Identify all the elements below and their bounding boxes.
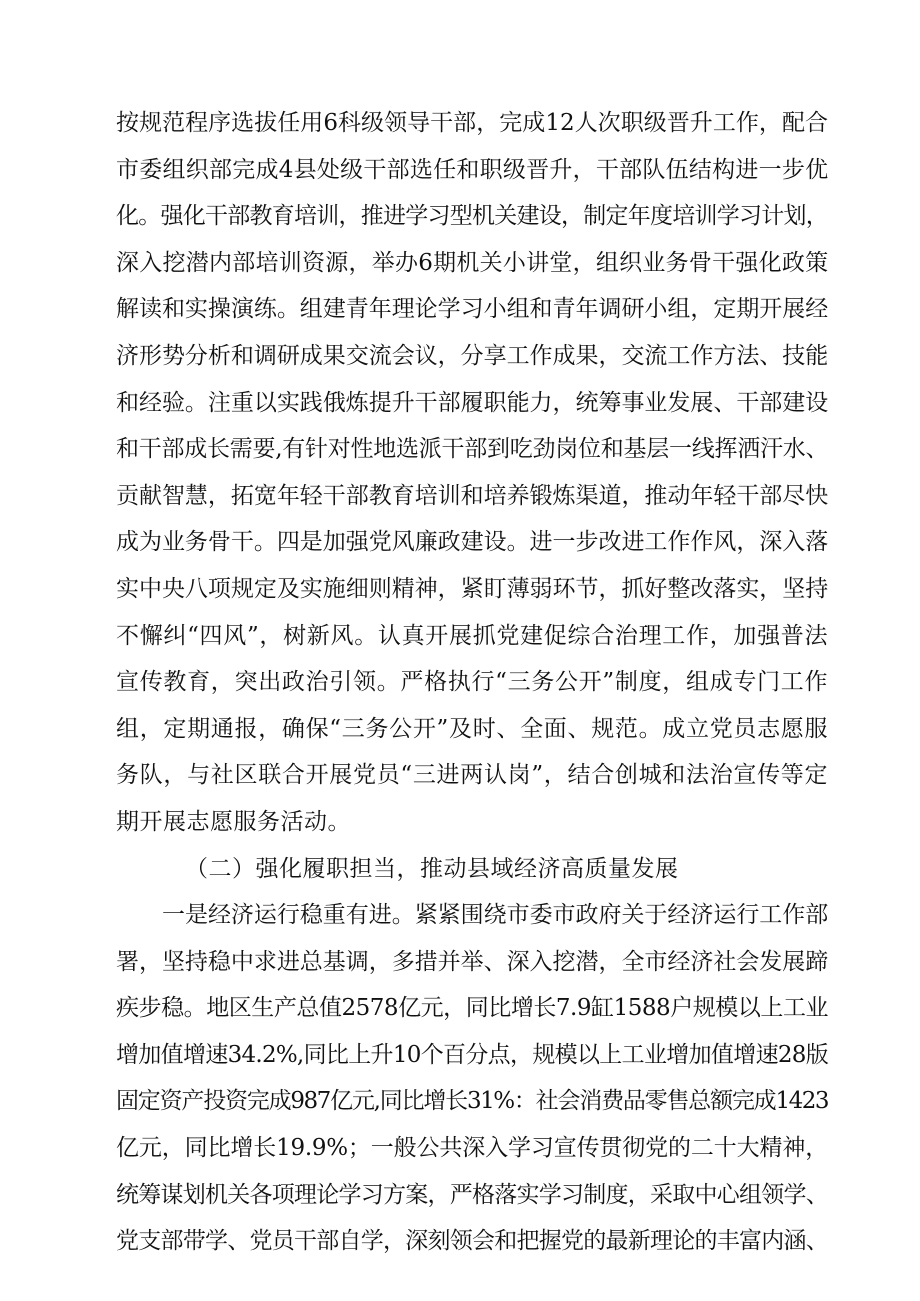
text-line: 成为业务骨干。四是加强党风廉政建设。进一步改进工作作风，深入落	[116, 529, 828, 556]
text-line: 市委组织部完成4县处级干部选任和职级晋升，干部队伍结构进一步优	[116, 156, 829, 183]
text-line: 组，定期通报，确保“三务公开”及时、全面、规范。成立党员志愿服	[116, 715, 828, 742]
text-line: 统筹谋划机关各项理论学习方案，严格落实学习制度，采取中心组领学、	[116, 1181, 828, 1208]
text-line: 疾步稳。地区生产总值2578亿元，同比增长7.9缸1588户规模以上工业	[116, 995, 828, 1022]
section-heading: （二）强化履职担当，推动县域经济高质量发展	[185, 855, 679, 882]
text-line: 一是经济运行稳重有进。紧紧围绕市委市政府关于经济运行工作部	[162, 902, 828, 929]
text-line: 解读和实操演练。组建青年理论学习小组和青年调研小组，定期开展经	[116, 296, 828, 323]
text-line: 和经验。注重以实践俄炼提升干部履职能力，统筹事业发展、干部建设	[116, 389, 828, 416]
text-line: 增加值增速34.2%,同比上升10个百分点，规模以上工业增加值增速28版	[116, 1041, 828, 1068]
text-line: 固定资产投资完成987亿元,同比增长31%：社会消费品零售总额完成1423	[116, 1088, 828, 1115]
text-line: 济形势分析和调研成果交流会议，分享工作成果，交流工作方法、技能	[116, 342, 828, 369]
text-line: 化。强化干部教育培训，推进学习型机关建设，制定年度培训学习计划，	[116, 203, 828, 230]
text-line: 宣传教育，突出政治引领。严格执行“三务公开”制度，组成专门工作	[116, 669, 828, 696]
text-line: 党支部带学、党员干部自学，深刻领会和把握党的最新理论的丰富内涵、	[116, 1228, 828, 1255]
text-line: 不懈纠“四风”，树新风。认真开展抓党建促综合治理工作，加强普法	[116, 622, 828, 649]
body-text	[116, 100, 828, 1265]
text-line: 深入挖潜内部培训资源，举办6期机关小讲堂，组织业务骨干强化政策	[116, 249, 829, 276]
text-line: 贡献智慧，拓宽年轻干部教育培训和培养锻炼渠道，推动年轻干部尽快	[116, 482, 828, 509]
text-line: 务队，与社区联合开展党员“三进两认岗”，结合创城和法治宣传等定	[116, 762, 828, 789]
text-line: 按规范程序选拔任用6科级领导干部，完成12人次职级晋升工作，配合	[116, 110, 828, 136]
text-line: 期开展志愿服务活动。	[116, 808, 351, 835]
text-line: 和干部成长需要,有针对性地选派干部到吃劲岗位和基层一线挥洒汗水、	[116, 436, 829, 463]
text-line: 署，坚持稳中求进总基调，多措并举、深入挖潜，全市经济社会发展蹄	[116, 948, 828, 975]
text-line: 实中央八项规定及实施细则精神，紧盯薄弱环节，抓好整改落实，坚持	[116, 575, 828, 602]
text-line: 亿元，同比增长19.9%；一般公共深入学习宣传贯彻党的二十大精神，	[116, 1135, 828, 1162]
